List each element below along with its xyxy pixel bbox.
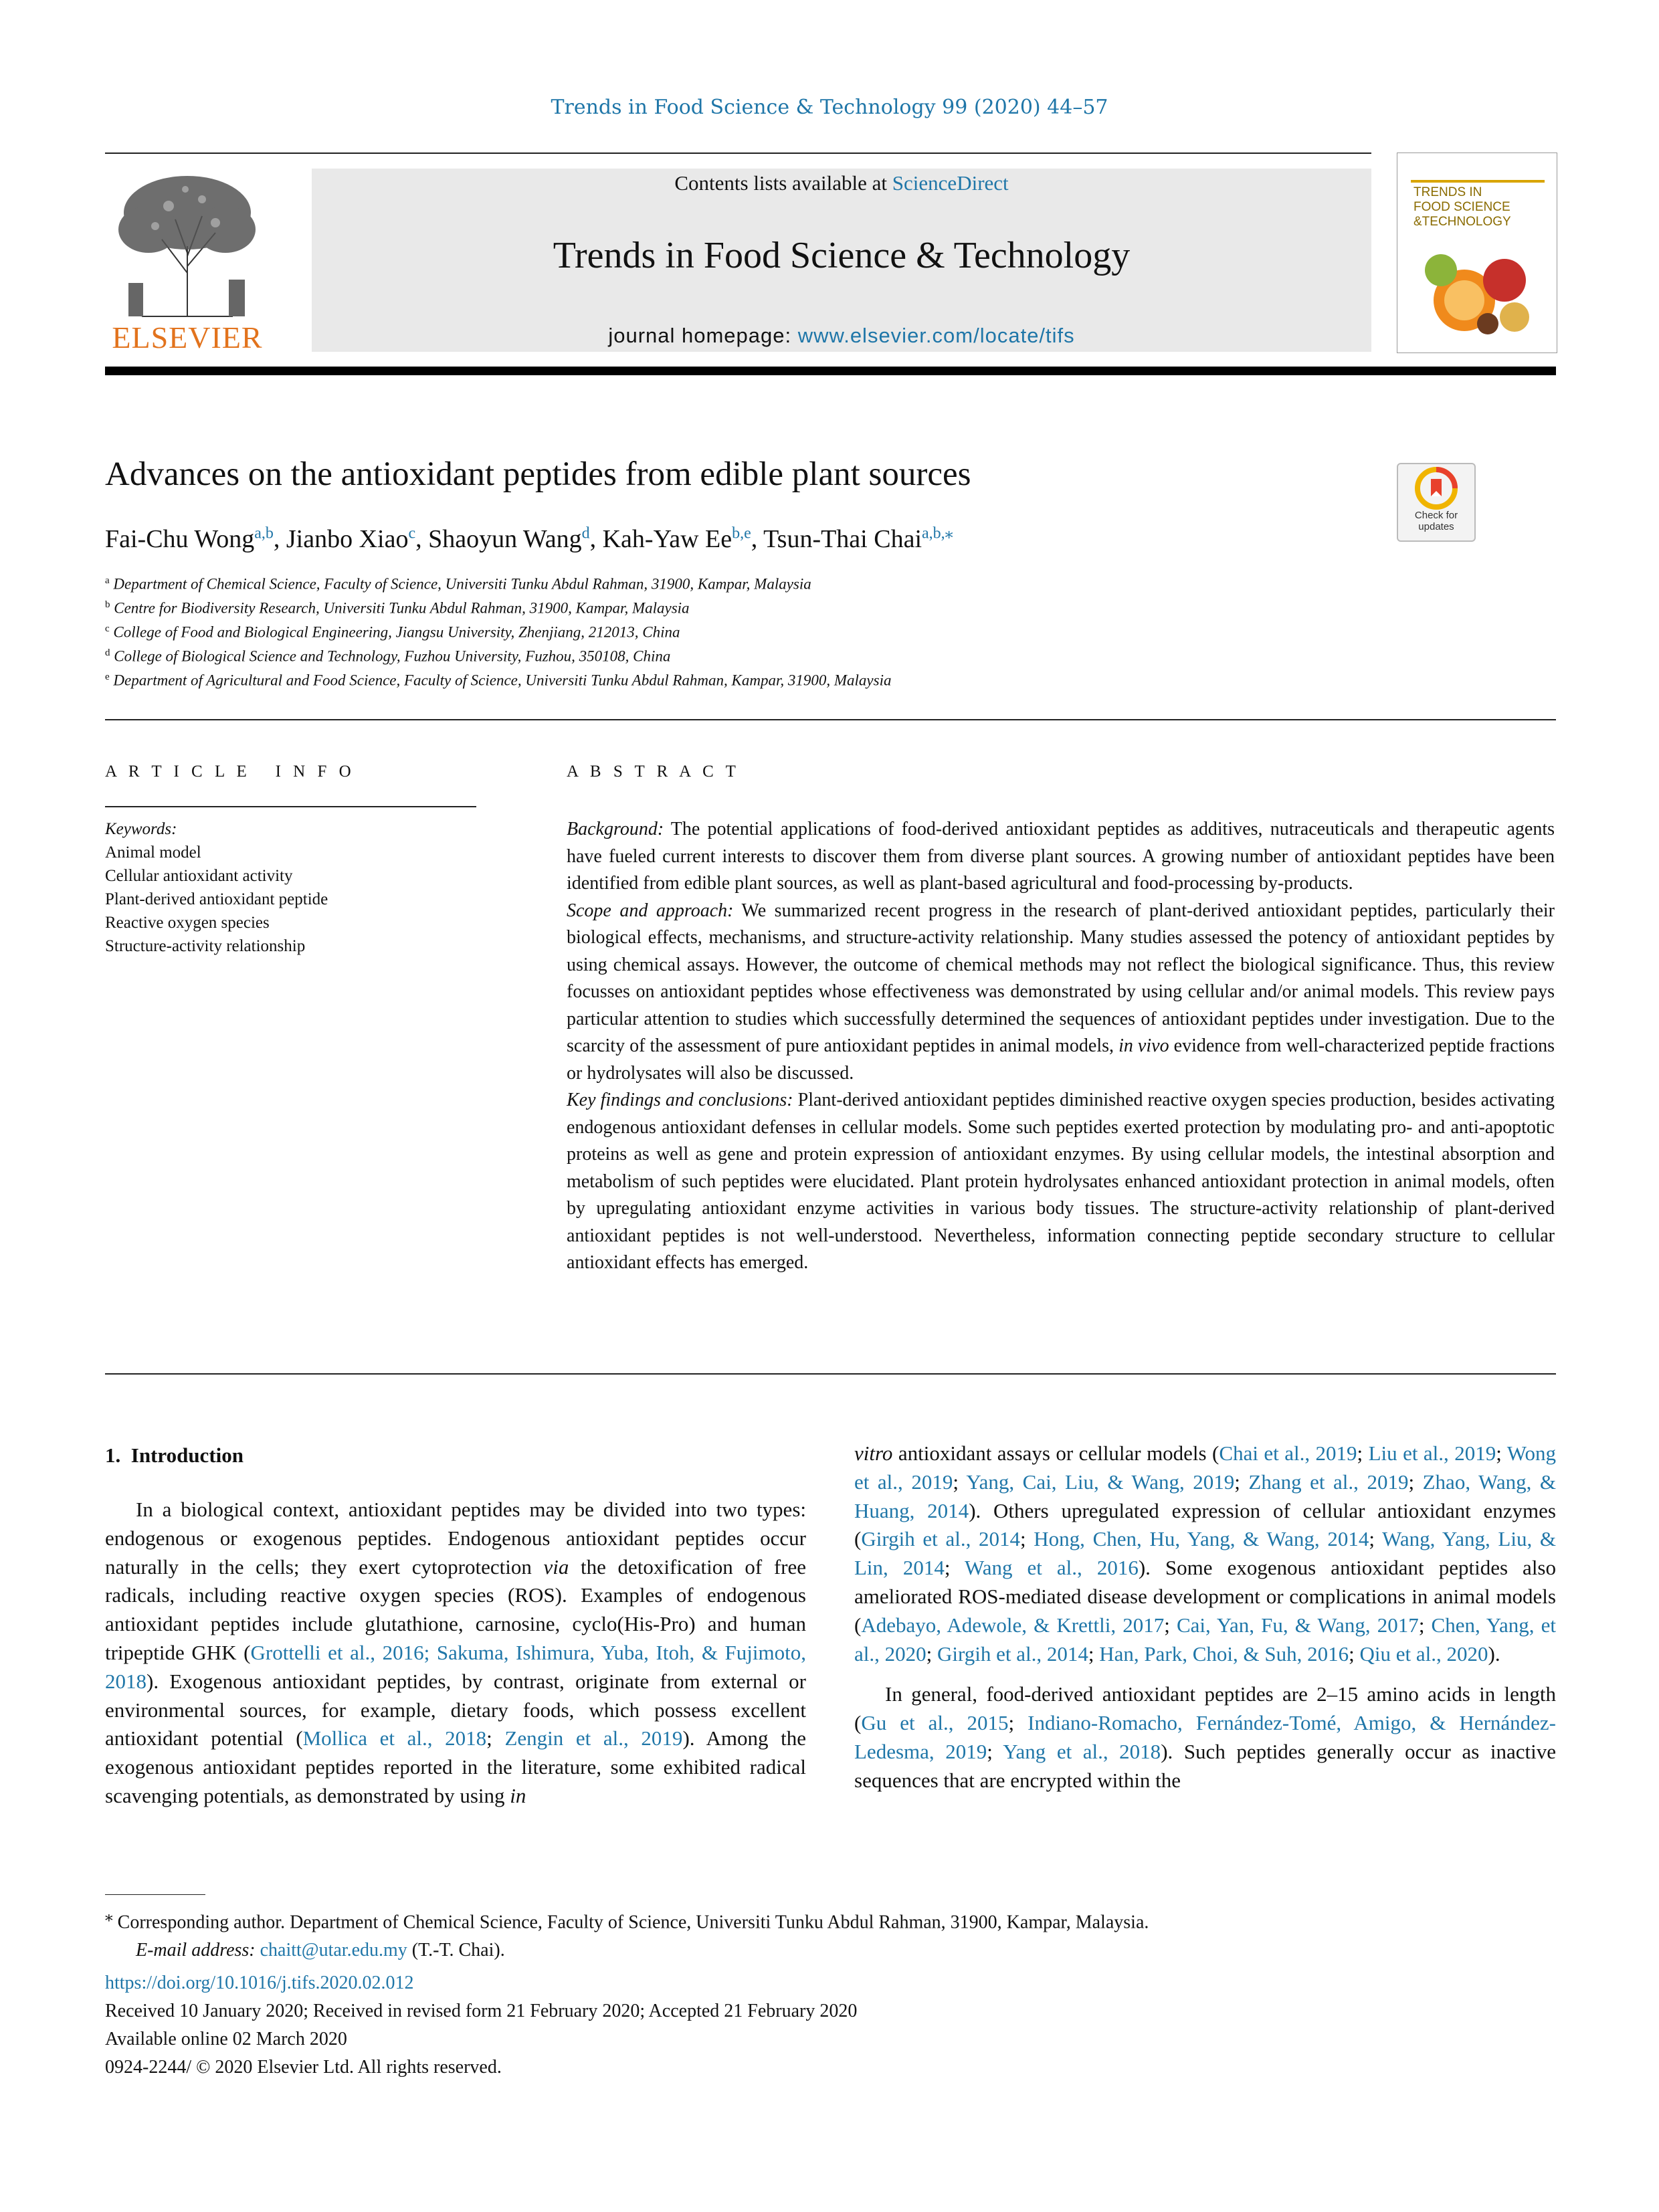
reference-link[interactable]: Chen, Yang, et al., 2020: [854, 1613, 1556, 1666]
affiliation: $^e$ Department of Agricultural and Food Science, Faculty of Science, Universiti Tunku Abdul Rahman, Kampar, 31900, Malaysia: [105, 672, 892, 689]
intro-paragraph-continued: vitro antioxidant assays or cellular models (Chai et al., 2019; Liu et al., 2019; Wong et al., 2019; Yang, Cai, Liu, & Wang, 2019; Zhang et al., 2019; Zhao, Wang, & Huang, 2014). Others upregulated expression of cellular antioxidant enzymes (Girgih et al., 2014; Hong, Chen, Hu, Yang, & Wang, 2014; Wang, Yang, Liu, & Lin, 2014; Wang et al., 2016). Some exogenous antioxidant peptides also ameliorated ROS-mediated disease development or complications in animal models (Adebayo, Adewole, & Krettli, 2017; Cai, Yan, Fu, & Wang, 2017; Chen, Yang, et al., 2020; Girgih et al., 2014; Han, Park, Choi, & Suh, 2016; Qiu et al., 2020).: [854, 1441, 1556, 1666]
reference-link[interactable]: Mollica et al., 2018: [302, 1726, 487, 1750]
abstract-body: [567, 816, 1555, 1277]
keyword[interactable]: Structure-activity relationship: [105, 937, 306, 955]
history-line: Received 10 January 2020; Received in revised form 21 February 2020; Accepted 21 February 2020: [105, 2001, 858, 2021]
journal-cover-thumbnail[interactable]: [1397, 153, 1557, 353]
author-affiliation-mark[interactable]: d: [581, 524, 590, 542]
reference-link[interactable]: Zengin et al., 2019: [504, 1726, 683, 1750]
intro-right-column: [854, 1439, 1556, 1795]
intro-paragraph: In a biological context, antioxidant peptides may be divided into two types: endogenous or exogenous peptides. Endogenous antioxidant peptides occur naturally in the cells; they exert cytoprotection via the detoxification of free radicals, including reactive oxygen species (ROS). Examples of endogenous antioxidant peptides include glutathione, carnosine, cyclo(His-Pro) and human tripeptide GHK (Grottelli et al., 2016; Sakuma, Ishimura, Yuba, Itoh, & Fujimoto, 2018). Exogenous antioxidant peptides, by contrast, originate from external or environmental sources, for example, dietary foods, which possess excellent antioxidant potential (Mollica et al., 2018; Zengin et al., 2019). Among the exogenous antioxidant peptides reported in the literature, some exhibited radical scavenging potentials, as demonstrated by using in: [105, 1498, 806, 1807]
keyword[interactable]: Plant-derived antioxidant peptide: [105, 890, 328, 908]
elsevier-wordmark: ELSEVIER: [112, 320, 263, 355]
cover-line-2: FOOD SCIENCE: [1413, 200, 1510, 214]
doi-link[interactable]: https://doi.org/10.1016/j.tifs.2020.02.012: [105, 1973, 414, 1993]
intro-paragraph: In general, food-derived antioxidant peptides are 2–15 amino acids in length (Gu et al., 2015; Indiano-Romacho, Fernández-Tomé, Amigo, & Hernández-Ledesma, 2019; Yang et al., 2018). Such peptides generally occur as inactive sequences that are encrypted within the: [854, 1682, 1557, 1792]
affiliation: $^a$ Department of Chemical Science, Faculty of Science, Universiti Tunku Abdul Rahman, 31900, Kampar, Malaysia: [105, 575, 811, 593]
reference-link[interactable]: Zhao, Wang, & Huang, 2014: [854, 1470, 1556, 1522]
abstract-findings: Key findings and conclusions: Plant-derived antioxidant peptides diminished reactive oxygen species production, besides activating endogenous antioxidant defenses in cellular models. Some such peptides exerted protection by modulating pro- and anti-apoptotic proteins as well as gene and protein expression of antioxidant enzymes. By using cellular models, the intestinal absorption and metabolism of such peptides were elucidated. Plant protein hydrolysates enhanced antioxidant protection in animal models, often by upregulating antioxidant enzyme activities in various body tissues. The structure-activity relationship of plant-derived antioxidant peptides is not well-understood. Nevertheless, information connecting peptide secondary structure to cellular antioxidant effects has emerged.: [567, 1090, 1555, 1273]
email-line: E-mail address: chaitt@utar.edu.my (T.-T. Chai).: [136, 1940, 505, 1961]
reference-link[interactable]: Hong, Chen, Hu, Yang, & Wang, 2014: [1034, 1527, 1369, 1551]
author-affiliation-mark[interactable]: b,e: [732, 524, 751, 542]
reference-link[interactable]: Gu et al., 2015: [861, 1711, 1009, 1735]
reference-link[interactable]: Cai, Yan, Fu, & Wang, 2017: [1176, 1613, 1419, 1637]
reference-link[interactable]: Chai et al., 2019: [1219, 1441, 1357, 1465]
author[interactable]: Fai-Chu Wong$^{a,b}$: [105, 524, 274, 553]
reference-link[interactable]: Wang, Yang, Liu, & Lin, 2014: [854, 1527, 1556, 1580]
abstract-background: Background: The potential applications of food-derived antioxidant peptides as additives, nutraceuticals and therapeutic agents have fueled current interests to discover them from diverse plant sources. A growing number of antioxidant peptides have been identified from edible plant sources, as well as plant-based agricultural and food-processing by-products.: [567, 819, 1555, 894]
reference-link[interactable]: Han, Park, Choi, & Suh, 2016: [1099, 1641, 1349, 1666]
cover-title: [1413, 185, 1511, 229]
homepage-prefix: journal homepage:: [608, 324, 798, 347]
abstract-scope: Scope and approach: We summarized recent progress in the research of plant-derived antioxidant peptides, particularly their biological effects, mechanisms, and structure-activity relationship. Many studies assessed the potency of antioxidant peptides by using chemical assays. However, the outcome of chemical methods may not reflect the biological significance. Thus, this review focusses on antioxidant peptides whose effectiveness was demonstrated by using cellular and/or animal models. This review pays particular attention to studies which successfully determined the sequences of antioxidant peptides under investigation. Due to the scarcity of the assessment of pure antioxidant peptides in animal models, in vivo evidence from well-characterized peptide fractions or hydrolysates will also be discussed.: [567, 900, 1555, 1084]
author[interactable]: Jianbo Xiao$^c$: [286, 524, 416, 553]
journal-citation[interactable]: Trends in Food Science & Technology 99 (2020) 44–57: [551, 96, 1108, 119]
keywords-label: Keywords:: [105, 820, 177, 838]
reference-link[interactable]: Girgih et al., 2014: [861, 1527, 1020, 1551]
affiliation: $^c$ College of Food and Biological Engineering, Jiangsu University, Zhenjiang, 212013, China: [105, 623, 680, 641]
keyword[interactable]: Cellular antioxidant activity: [105, 867, 293, 885]
reference-link[interactable]: Wang et al., 2016: [964, 1556, 1139, 1580]
affiliation-rule: [105, 719, 1556, 720]
header-rule: [105, 153, 1371, 154]
reference-link[interactable]: Indiano-Romacho, Fernández-Tomé, Amigo, & Hernández-Ledesma, 2019: [854, 1711, 1556, 1763]
footnote-mark: ⁎: [105, 1908, 113, 1925]
email-link[interactable]: chaitt@utar.edu.my: [260, 1940, 407, 1961]
intro-left-column: [105, 1496, 806, 1811]
author[interactable]: Kah-Yaw Ee$^{b,e}$: [602, 524, 751, 553]
article-info-rule: [105, 806, 476, 807]
footnote-rule: [105, 1894, 205, 1895]
online-date: Available online 02 March 2020: [105, 2029, 347, 2049]
abstract-spacer: [567, 806, 1556, 807]
reference-link[interactable]: Girgih et al., 2014: [937, 1641, 1088, 1666]
author-affiliation-mark[interactable]: c: [408, 524, 416, 542]
journal-banner: [312, 169, 1371, 352]
crossmark-icon: [1398, 464, 1474, 511]
cover-line-1: TRENDS IN: [1413, 185, 1482, 199]
copyright-line: 0924-2244/ © 2020 Elsevier Ltd. All rights reserved.: [105, 2057, 502, 2078]
reference-link[interactable]: Adebayo, Adewole, & Krettli, 2017: [861, 1613, 1165, 1637]
author-affiliation-mark[interactable]: a,b: [254, 524, 274, 542]
keyword[interactable]: Animal model: [105, 843, 201, 862]
header-thick-rule: [105, 367, 1556, 375]
article-title: Advances on the antioxidant peptides from edible plant sources: [105, 456, 971, 493]
reference-link[interactable]: Wong et al., 2019: [854, 1441, 1556, 1494]
corresponding-author-line: ⁎ Corresponding author. Department of Chemical Science, Faculty of Science, Universiti Tunku Abdul Rahman, 31900, Kampar, Malaysia.: [105, 1908, 1149, 1933]
affiliation: $^d$ College of Biological Science and Technology, Fuzhou University, Fuzhou, 350108, China: [105, 647, 671, 665]
author-affiliation-mark[interactable]: a,b,⁎: [922, 524, 953, 542]
abstract-rule: [105, 1373, 1556, 1375]
contents-prefix: Contents lists available at: [674, 171, 892, 195]
abstract-heading: A B S T R A C T: [567, 763, 740, 781]
cover-art: [1397, 153, 1557, 353]
reference-link[interactable]: Liu et al., 2019: [1368, 1441, 1496, 1465]
article-metadata: [105, 1969, 857, 2082]
author-list: Fai-Chu Wong$^{a,b}$, Jianbo Xiao$^c$, Shaoyun Wang$^d$, Kah-Yaw Ee$^{b,e}$, Tsun-Thai Chai$^{a,b,⁎}$: [105, 524, 953, 553]
contents-line: [312, 171, 1371, 195]
reference-link[interactable]: Zhang et al., 2019: [1248, 1470, 1409, 1494]
homepage-line: [312, 324, 1371, 348]
cover-line-3: &TECHNOLOGY: [1413, 215, 1511, 229]
author[interactable]: Tsun-Thai Chai$^{a,b,⁎}$: [763, 524, 953, 553]
reference-link[interactable]: Qiu et al., 2020: [1359, 1641, 1488, 1666]
homepage-link[interactable]: www.elsevier.com/locate/tifs: [797, 324, 1075, 347]
check-for-updates-badge[interactable]: [1397, 463, 1476, 542]
sciencedirect-link[interactable]: ScienceDirect: [892, 171, 1009, 195]
keyword[interactable]: Reactive oxygen species: [105, 914, 270, 932]
reference-link[interactable]: Yang et al., 2018: [1003, 1739, 1161, 1763]
introduction-heading: 1. Introduction: [105, 1443, 243, 1467]
reference-link[interactable]: Grottelli et al., 2016; Sakuma, Ishimura, Yuba, Itoh, & Fujimoto, 2018: [105, 1640, 806, 1693]
reference-link[interactable]: Yang, Cai, Liu, & Wang, 2019: [966, 1470, 1235, 1494]
journal-name: Trends in Food Science & Technology: [553, 235, 1131, 276]
corresponding-author-footnote: [105, 1902, 1149, 1965]
author[interactable]: Shaoyun Wang$^d$: [428, 524, 590, 553]
affiliation: $^b$ Centre for Biodiversity Research, Universiti Tunku Abdul Rahman, 31900, Kampar, Malaysia: [105, 599, 690, 617]
crossmark-label: Check for updates: [1414, 510, 1458, 532]
article-info-heading: A R T I C L E I N F O: [105, 763, 355, 781]
